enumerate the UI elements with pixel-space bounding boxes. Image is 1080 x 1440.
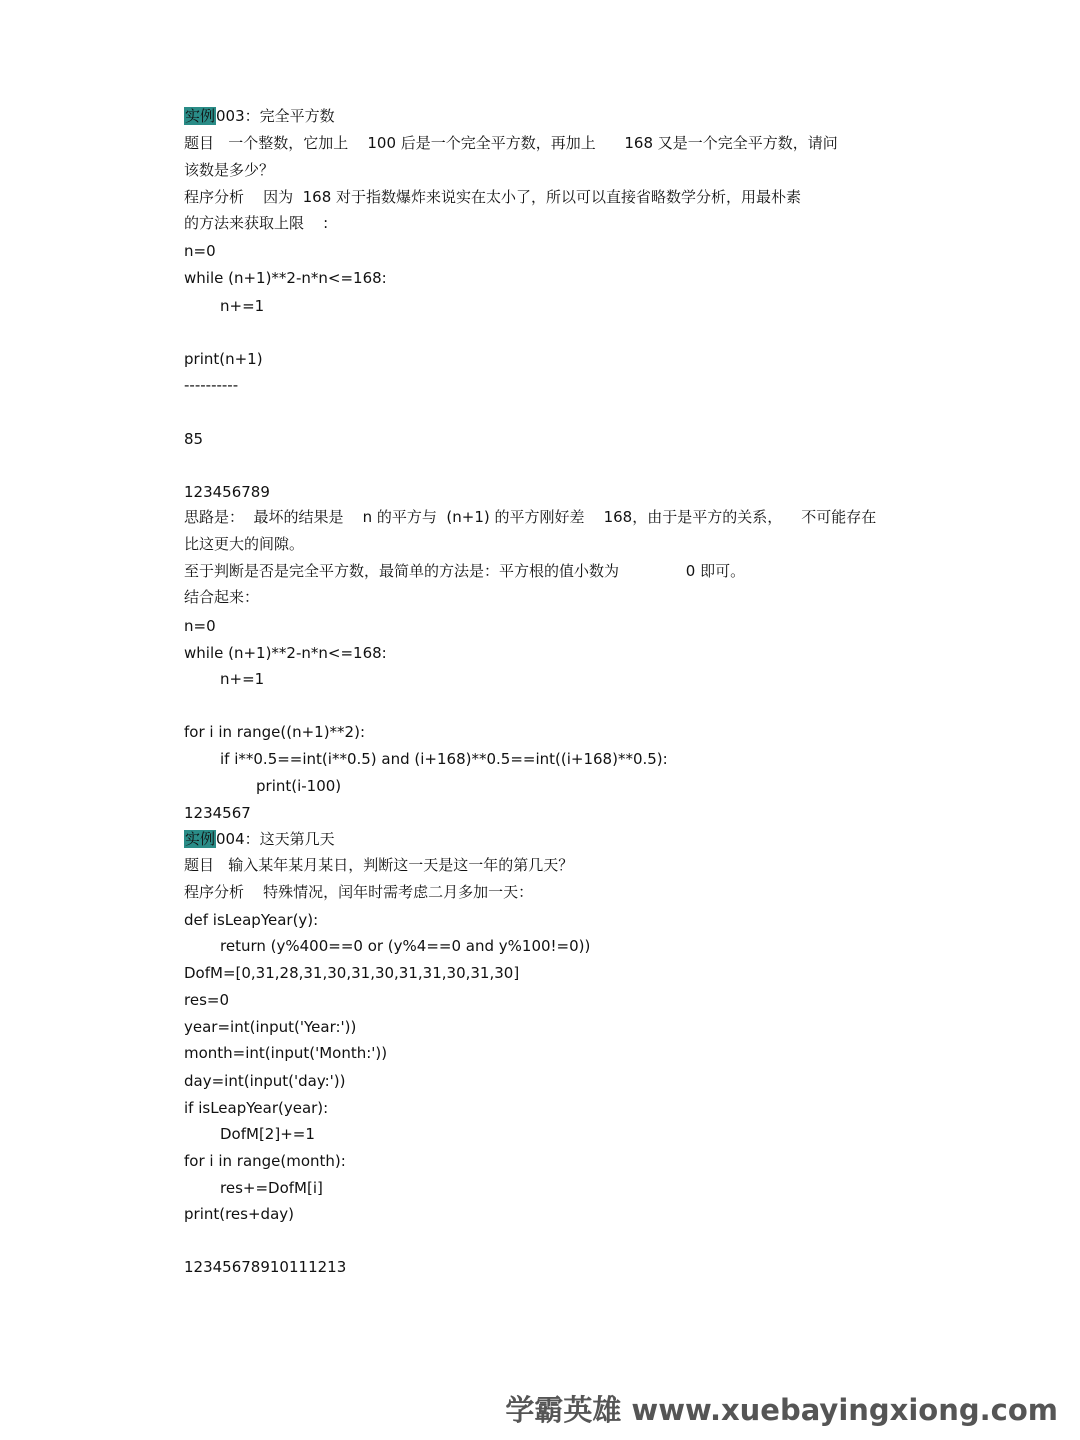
- example-title: 003：完全平方数: [216, 107, 335, 125]
- code-line: while (n+1)**2-n*n<=168:: [184, 644, 387, 662]
- line-numbers: 12345678910111213: [184, 1258, 347, 1276]
- code-line: def isLeapYear(y):: [184, 911, 319, 929]
- code-line: res=0: [184, 991, 229, 1009]
- code-line: return (y%400==0 or (y%4==0 and y%100!=0)): [220, 937, 591, 955]
- code-line: print(n+1): [184, 350, 263, 368]
- line-numbers: 85: [184, 430, 204, 448]
- separator: ----------: [184, 376, 239, 394]
- code-line: res+=DofM[i]: [220, 1179, 323, 1197]
- line-numbers: 123456789: [184, 483, 270, 501]
- line-numbers: 1234567: [184, 804, 251, 822]
- code-line: if i**0.5==int(i**0.5) and (i+168)**0.5==int((i+168)**0.5):: [220, 750, 668, 768]
- code-line: n=0: [184, 617, 216, 635]
- code-line: for i in range(month):: [184, 1152, 346, 1170]
- code-line: while (n+1)**2-n*n<=168:: [184, 269, 387, 287]
- analysis-text: 程序分析 特殊情况，闰年时需考虑二月多加一天：: [184, 883, 534, 901]
- analysis-text: 程序分析 因为 168 对于指数爆炸来说实在太小了，所以可以直接省略数学分析，用最朴素: [184, 188, 802, 206]
- code-line: n+=1: [220, 297, 265, 315]
- site-watermark: 学霸英雄 www.xuebayingxiong.com: [505, 1393, 1058, 1427]
- example-title: 004：这天第几天: [216, 830, 335, 848]
- code-line: month=int(input('Month:')): [184, 1044, 388, 1062]
- code-line: for i in range((n+1)**2):: [184, 723, 366, 741]
- example-004-heading: [184, 829, 335, 849]
- code-line: print(i-100): [256, 777, 342, 795]
- code-line: n=0: [184, 242, 216, 260]
- code-line: print(res+day): [184, 1205, 294, 1223]
- idea-text: 结合起来：: [184, 588, 260, 606]
- example-tag: 实例: [185, 830, 216, 848]
- problem-text: 该数是多少？: [184, 161, 275, 179]
- idea-text: 至于判断是否是完全平方数，最简单的方法是：平方根的值小数为 0 即可。: [184, 562, 746, 580]
- idea-text: 比这更大的间隙。: [184, 535, 305, 553]
- idea-text: 思路是： 最坏的结果是 n 的平方与 (n+1) 的平方刚好差 168，由于是平方的关系， 不可能存在: [184, 508, 877, 526]
- example-tag: 实例: [185, 107, 216, 125]
- code-line: n+=1: [220, 670, 265, 688]
- analysis-text: 的方法来获取上限 :: [184, 214, 329, 232]
- code-line: DofM=[0,31,28,31,30,31,30,31,31,30,31,30]: [184, 964, 520, 982]
- problem-text: 题目 输入某年某月某日，判断这一天是这一年的第几天？: [184, 856, 574, 874]
- example-003-heading: [184, 106, 335, 126]
- problem-text: 题目 一个整数，它加上 100 后是一个完全平方数，再加上 168 又是一个完全平方数，请问: [184, 134, 838, 152]
- code-line: year=int(input('Year:')): [184, 1018, 357, 1036]
- code-line: DofM[2]+=1: [220, 1125, 315, 1143]
- code-line: if isLeapYear(year):: [184, 1099, 329, 1117]
- code-line: day=int(input('day:')): [184, 1072, 346, 1090]
